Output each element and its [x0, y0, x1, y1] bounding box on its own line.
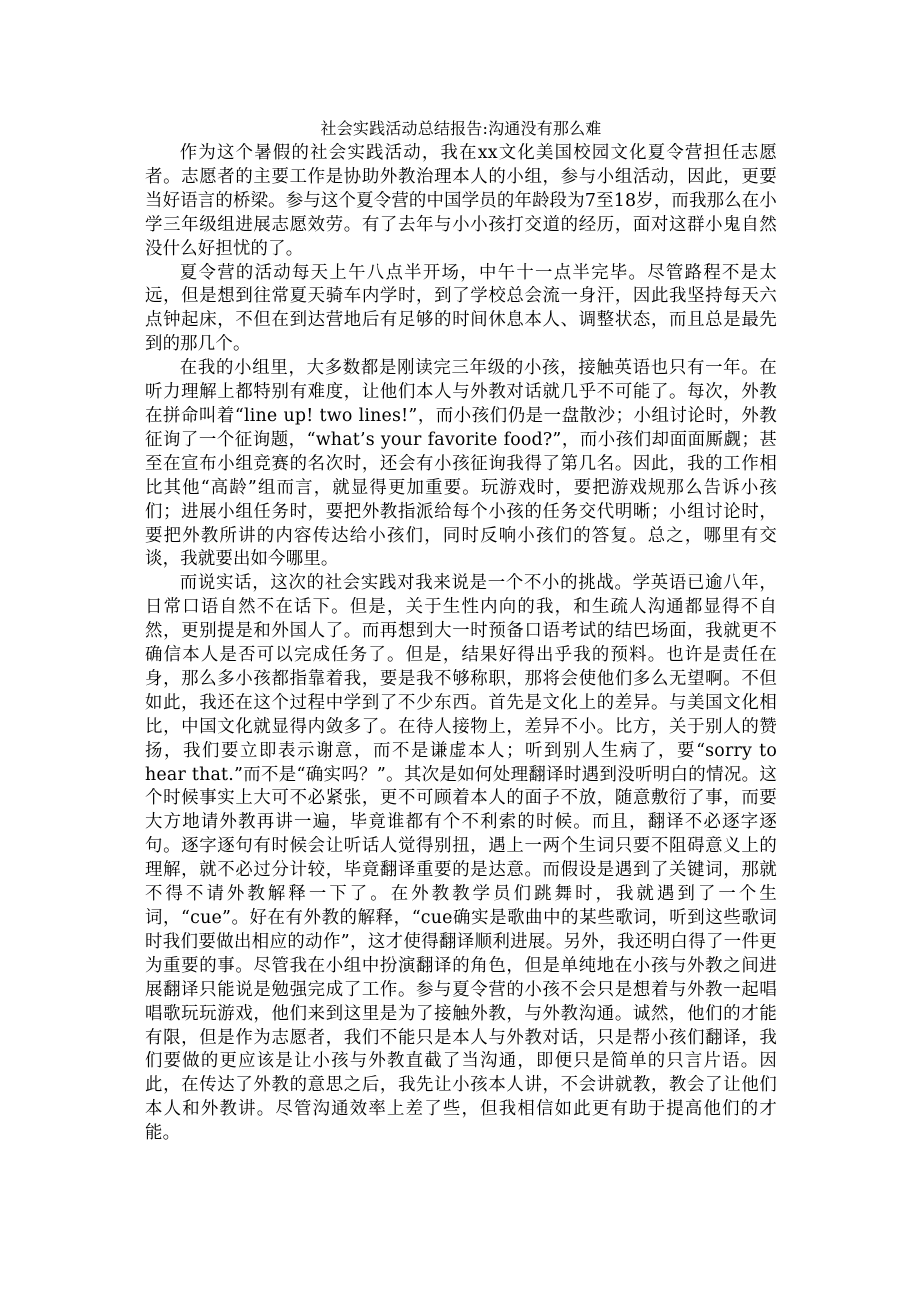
paragraph-1: 作为这个暑假的社会实践活动，我在xx文化美国校园文化夏令营担任志愿者。志愿者的主要工作是协助外教治理本人的小组，参与小组活动，因此，更要当好语言的桥梁。参与这个夏令营的中国学员的年龄段为7至18岁，而我那么在小学三年级组进展志愿效劳。有了去年与小小孩打交道的经历，面对这群小鬼自然没什么好担忧的了。 — [145, 143, 777, 259]
paragraph-2: 夏令营的活动每天上午八点半开场，中午十一点半完毕。尽管路程不是太远，但是想到往常夏天骑车内学时，到了学校总会流一身汗，因此我坚持每天六点钟起床，不但在到达营地后有足够的时间休息本人、调整状态，而且总是最先到的那几个。 — [145, 262, 777, 355]
document-page — [145, 118, 777, 1146]
document-title: 社会实践活动总结报告:沟通没有那么难 — [320, 119, 602, 138]
paragraph-3: 在我的小组里，大多数都是刚读完三年级的小孩，接触英语也只有一年。在听力理解上都特别有难度，让他们本人与外教对话就几乎不可能了。每次，外教在拼命叫着“line up! two lines!”，而小孩们仍是一盘散沙；小组讨论时，外教征询了一个征询题，“what’s your favorite food?”，而小孩们却面面厮觑；甚至在宣布小组竞赛的名次时，还会有小孩征询我得了第几名。因此，我的工作相比其他“高龄”组而言，就显得更加重要。玩游戏时，要把游戏规那么告诉小孩们；进展小组任务时，要把外教指派给每个小孩的任务交代明晰；小组讨论时，要把外教所讲的内容传达给小孩们，同时反响小孩们的答复。总之，哪里有交谈，我就要出如今哪里。 — [145, 358, 777, 570]
paragraph-4: 而说实话，这次的社会实践对我来说是一个不小的挑战。学英语已逾八年，日常口语自然不在话下。但是，关于生性内向的我，和生疏人沟通都显得不自然，更别提是和外国人了。而再想到大一时预备口语考试的结巴场面，我就更不确信本人是否可以完成任务了。但是，结果好得出乎我的预料。也许是责任在身，那么多小孩都指靠着我，要是我不够称职，那将会使他们多么无望啊。不但如此，我还在这个过程中学到了不少东西。首先是文化上的差异。与美国文化相比，中国文化就显得内敛多了。在待人接物上，差异不小。比方，关于别人的赞扬，我们要立即表示谢意，而不是谦虚本人；听到别人生病了，要“sorry to hear that.”而不是“确实吗？”。其次是如何处理翻译时遇到没听明白的情况。这个时候事实上大可不必紧张，更不可顾着本人的面子不放，随意敷衍了事，而要大方地请外教再讲一遍，毕竟谁都有个不利索的时候。而且，翻译不必逐字逐句。逐字逐句有时候会让听话人觉得别扭，遇上一两个生词只要不阻碍意义上的理解，就不必过分计较，毕竟翻译重要的是达意。而假设是遇到了关键词，那就不得不请外教解释一下了。在外教教学员们跳舞时，我就遇到了一个生词，“cue”。好在有外教的解释，“cue确实是歌曲中的某些歌词，听到这些歌词时我们要做出相应的动作”，这才使得翻译顺利进展。另外，我还明白得了一件更为重要的事。尽管我在小组中扮演翻译的角色，但是单纯地在小孩与外教之间进展翻译只能说是勉强完成了工作。参与夏令营的小孩不会只是想着与外教一起唱唱歌玩玩游戏，他们来到这里是为了接触外教，与外教沟通。诚然，他们的才能有限，但是作为志愿者，我们不能只是本人与外教对话，只是帮小孩们翻译，我们要做的更应该是让小孩与外教直截了当沟通，即便只是简单的只言片语。因此，在传达了外教的意思之后，我先让小孩本人讲，不会讲就教，教会了让他们本人和外教讲。尽管沟通效率上差了些，但我相信如此更有助于提高他们的才能。 — [145, 573, 777, 1144]
